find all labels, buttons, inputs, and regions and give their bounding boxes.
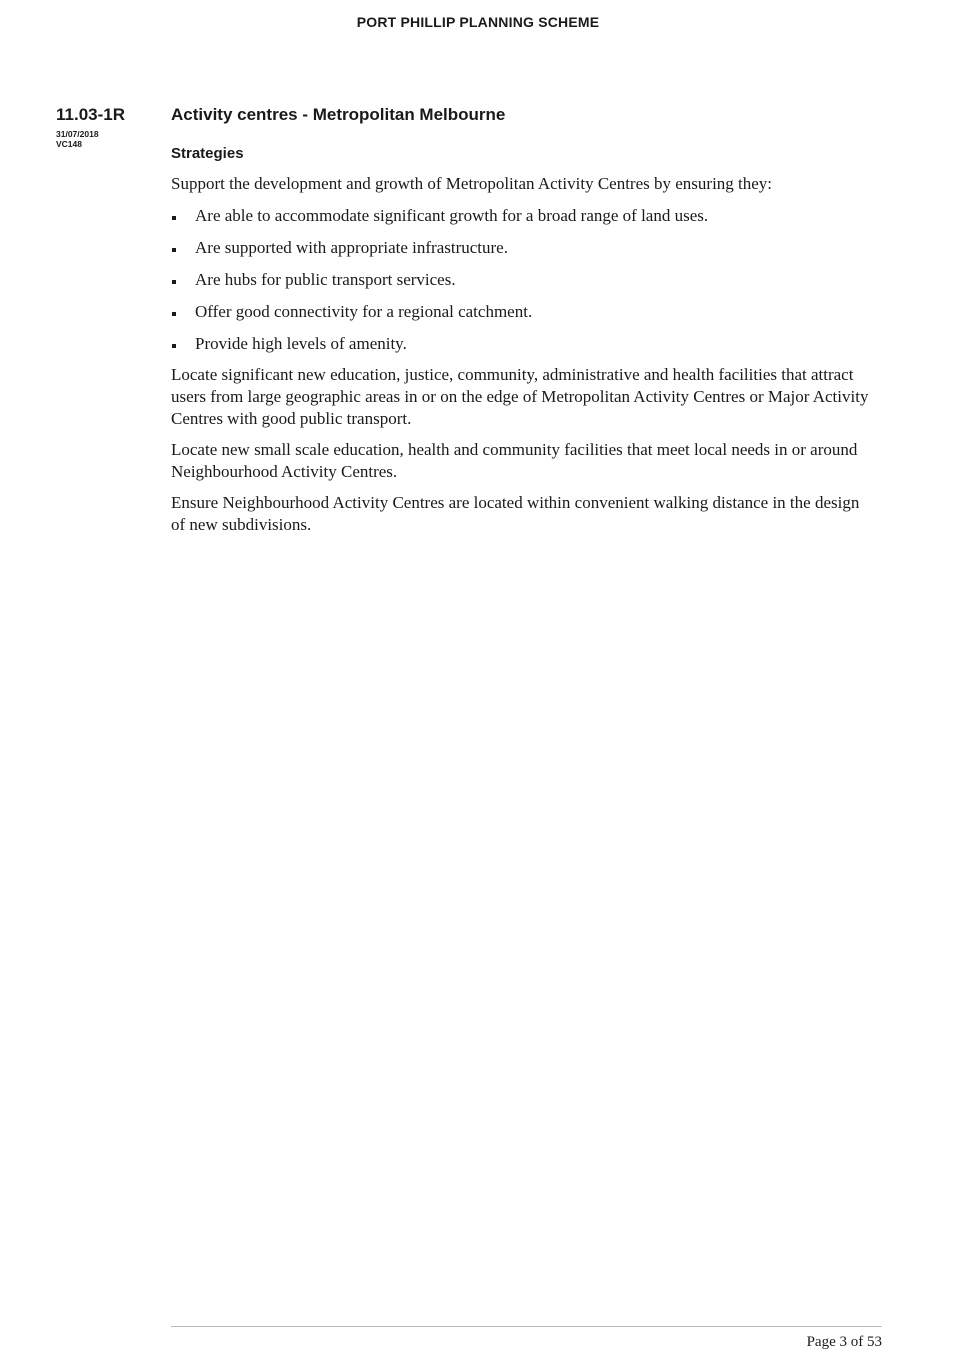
clause-title: Activity centres - Metropolitan Melbourne (171, 105, 506, 124)
list-item (171, 301, 871, 323)
strategy-list (171, 205, 871, 355)
list-item-text: Are supported with appropriate infrastructure. (195, 238, 508, 257)
bullet-icon (172, 312, 176, 316)
list-item-text: Are able to accommodate significant growth for a broad range of land uses. (195, 206, 709, 225)
section-heading: Strategies (171, 145, 244, 162)
clause-number: 11.03-1R (56, 105, 125, 124)
bullet-icon (172, 248, 176, 252)
list-item-text: Offer good connectivity for a regional catchment. (195, 302, 533, 321)
strategy-paragraph: Ensure Neighbourhood Activity Centres are located within convenient walking distance in the design of new subdivisions. (171, 493, 860, 534)
strategy-paragraph: Locate new small scale education, health and community facilities that meet local needs in or around Neighbourhood Activity Centres. (171, 440, 858, 481)
list-item (171, 205, 871, 227)
bullet-icon (172, 344, 176, 348)
page-number: Page 3 of 53 (806, 1334, 882, 1350)
clause-content (171, 104, 871, 536)
clause-date: 31/07/2018 (56, 129, 99, 139)
bullet-icon (172, 280, 176, 284)
intro-paragraph: Support the development and growth of Metropolitan Activity Centres by ensuring they: (171, 174, 773, 193)
strategy-paragraph: Locate significant new education, justice, community, administrative and health facilities that attract users from large geographic areas in or on the edge of Metropolitan Activity Centres or Major Activity Centres with good public transport. (171, 365, 869, 428)
list-item (171, 333, 871, 355)
list-item-text: Provide high levels of amenity. (195, 334, 407, 353)
list-item (171, 237, 871, 259)
bullet-icon (172, 216, 176, 220)
clause-amendment: VC148 (56, 139, 82, 149)
page-header-title: PORT PHILLIP PLANNING SCHEME (356, 14, 600, 30)
footer-divider (171, 1326, 882, 1327)
clause-meta (56, 104, 166, 149)
list-item-text: Are hubs for public transport services. (195, 270, 456, 289)
list-item (171, 269, 871, 291)
